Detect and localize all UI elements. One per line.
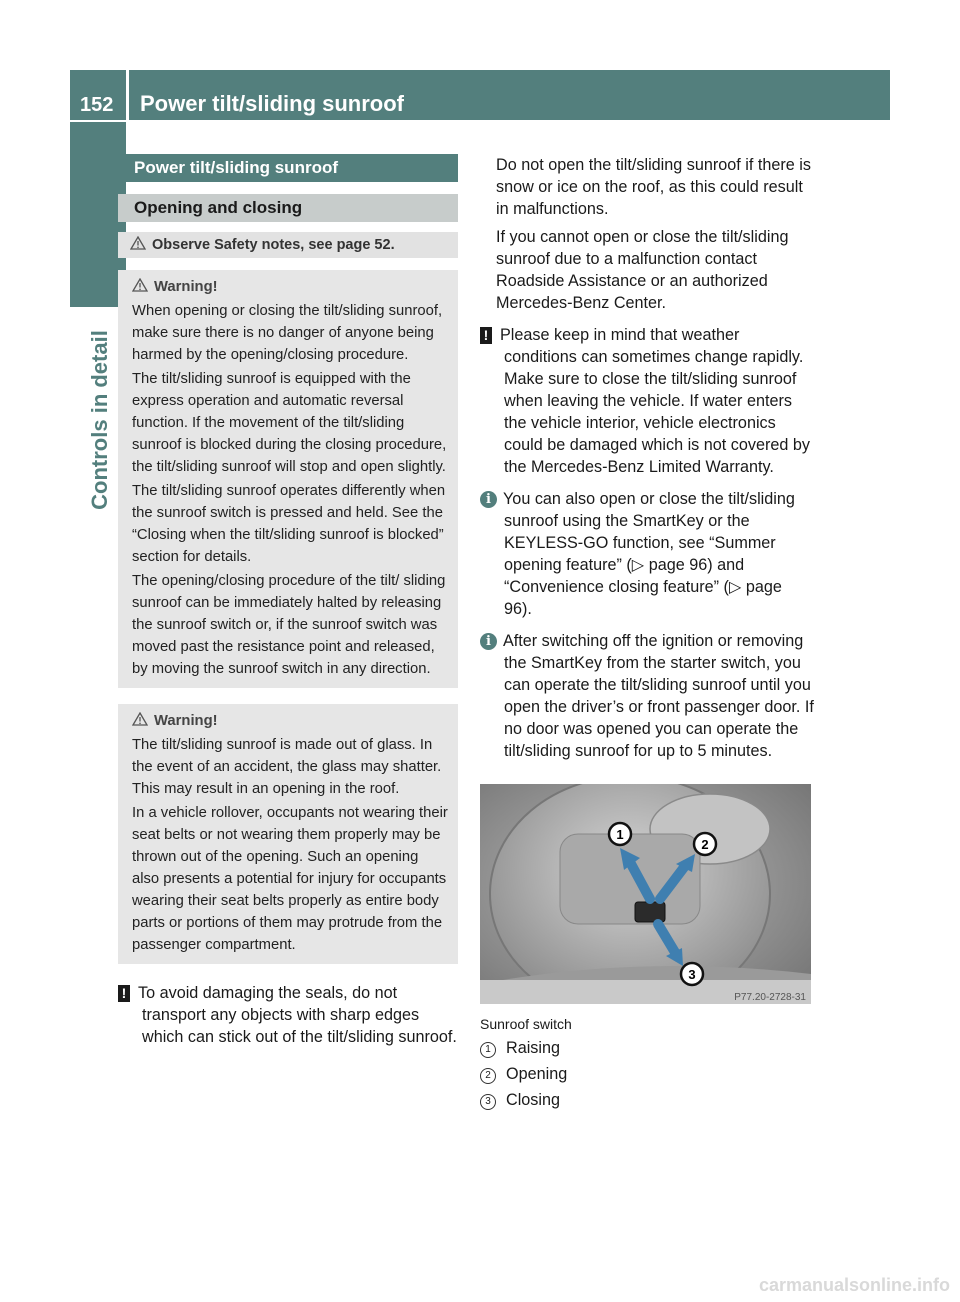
legend-number: 1 — [480, 1042, 496, 1058]
legend-item-raising — [480, 1038, 814, 1058]
warning-title-text: Warning! — [154, 713, 218, 729]
safety-note-text: Observe Safety notes, see page 52. — [152, 237, 395, 253]
warning-paragraph: When opening or closing the tilt/sliding sunroof, make sure there is no danger of anyone being harmed by the opening/closing procedure. — [132, 303, 443, 363]
warning-paragraph: The opening/closing procedure of the tilt/ sliding sunroof can be immediately halted by releasing the sunroof switch or, if the sunroof switch was moved past the resistance point and released, by moving the sunroof switch in any direction. — [132, 573, 446, 677]
legend-label: Raising — [506, 1039, 560, 1057]
page-title: Power tilt/sliding sunroof — [140, 91, 404, 116]
warning-triangle-icon — [132, 278, 148, 292]
info-smartkey-text: You can also open or close the tilt/sliding sunroof using the SmartKey or the KEYLESS-GO function, see “Summer opening feature” (▷ page 96) and “Convenience closing feature” (▷ page 96). — [503, 490, 795, 618]
callout-2-label: 2 — [701, 837, 709, 852]
info-icon: i — [480, 633, 497, 650]
exclamation-icon: ! — [480, 327, 492, 344]
warning-paragraph: The tilt/sliding sunroof is equipped with the express operation and automatic reversal function. If the movement of the tilt/sliding sunroof is blocked during the closing procedure, the tilt/sliding sunroof will stop and open slightly. — [132, 371, 447, 475]
header-divider — [126, 70, 129, 120]
page-number: 152 — [80, 94, 114, 116]
info-ignition — [480, 630, 814, 762]
warning-triangle-icon — [132, 712, 148, 726]
note-seals-text: To avoid damaging the seals, do not transport any objects with sharp edges which can stick out of the tilt/sliding sunroof. — [138, 984, 457, 1046]
snow-paragraph: Do not open the tilt/sliding sunroof if there is snow or ice on the roof, as this could result in malfunctions. — [496, 156, 811, 218]
warning-title-text: Warning! — [154, 279, 218, 295]
legend-label: Opening — [506, 1065, 568, 1083]
subsection-title: Opening and closing — [118, 194, 458, 222]
right-column — [480, 154, 814, 1110]
warning-paragraph: In a vehicle rollover, occupants not wearing their seat belts or not wearing them properly may be thrown out of the opening. Such an opening also presents a potential for injury for occupants wearing their seat belts properly as entire body parts or portions of them may protrude from the passenger compartment. — [132, 805, 448, 953]
callout-3-label: 3 — [688, 967, 696, 982]
warning-box-2 — [118, 704, 458, 964]
warning-box-1 — [118, 270, 458, 688]
warning-title — [132, 710, 448, 732]
legend-number: 2 — [480, 1068, 496, 1084]
legend-item-closing — [480, 1090, 814, 1110]
warning-paragraph: The tilt/sliding sunroof is made out of glass. In the event of an accident, the glass may shatter. This may result in an opening in the roof. — [132, 737, 442, 797]
legend-label: Closing — [506, 1091, 560, 1109]
note-weather-text: Please keep in mind that weather conditions can sometimes change rapidly. Make sure to close the tilt/sliding sunroof when leaving the vehicle. If water enters the vehicle interior, vehicle electronics could be damaged which is not covered by the Mercedes-Benz Limited Warranty. — [500, 326, 810, 476]
note-weather — [480, 324, 814, 478]
sunroof-switch-illustration — [480, 784, 811, 1004]
side-label — [85, 325, 115, 515]
warning-paragraph: The tilt/sliding sunroof operates differently when the sunroof switch is pressed and held. See the “Closing when the tilt/sliding sunroof is blocked” section for details. — [132, 483, 446, 565]
side-label-text: Controls in detail — [87, 330, 112, 510]
watermark: carmanualsonline.info — [758, 1275, 950, 1295]
malfunction-paragraph: If you cannot open or close the tilt/sliding sunroof due to a malfunction contact Roadside Assistance or an authorized Mercedes-Benz Center. — [496, 228, 789, 312]
note-seals — [118, 982, 458, 1048]
info-ignition-text: After switching off the ignition or removing the SmartKey from the starter switch, you can operate the tilt/sliding sunroof until you open the driver’s or front passenger door. If no door was opened you can operate the tilt/sliding sunroof for up to 5 minutes. — [503, 632, 814, 760]
safety-note — [118, 232, 458, 258]
sunroof-switch-photo — [480, 784, 811, 1004]
photo-code: P77.20-2728-31 — [734, 992, 806, 1003]
info-icon: i — [480, 491, 497, 508]
left-column — [118, 154, 458, 1048]
callout-1-label: 1 — [616, 827, 624, 842]
warning-title — [132, 276, 448, 298]
info-smartkey — [480, 488, 814, 620]
exclamation-icon: ! — [118, 985, 130, 1002]
legend-item-opening — [480, 1064, 814, 1084]
photo-caption: Sunroof switch — [480, 1016, 572, 1032]
warning-triangle-icon — [130, 236, 146, 250]
section-title: Power tilt/sliding sunroof — [118, 154, 458, 182]
legend-number: 3 — [480, 1094, 496, 1110]
